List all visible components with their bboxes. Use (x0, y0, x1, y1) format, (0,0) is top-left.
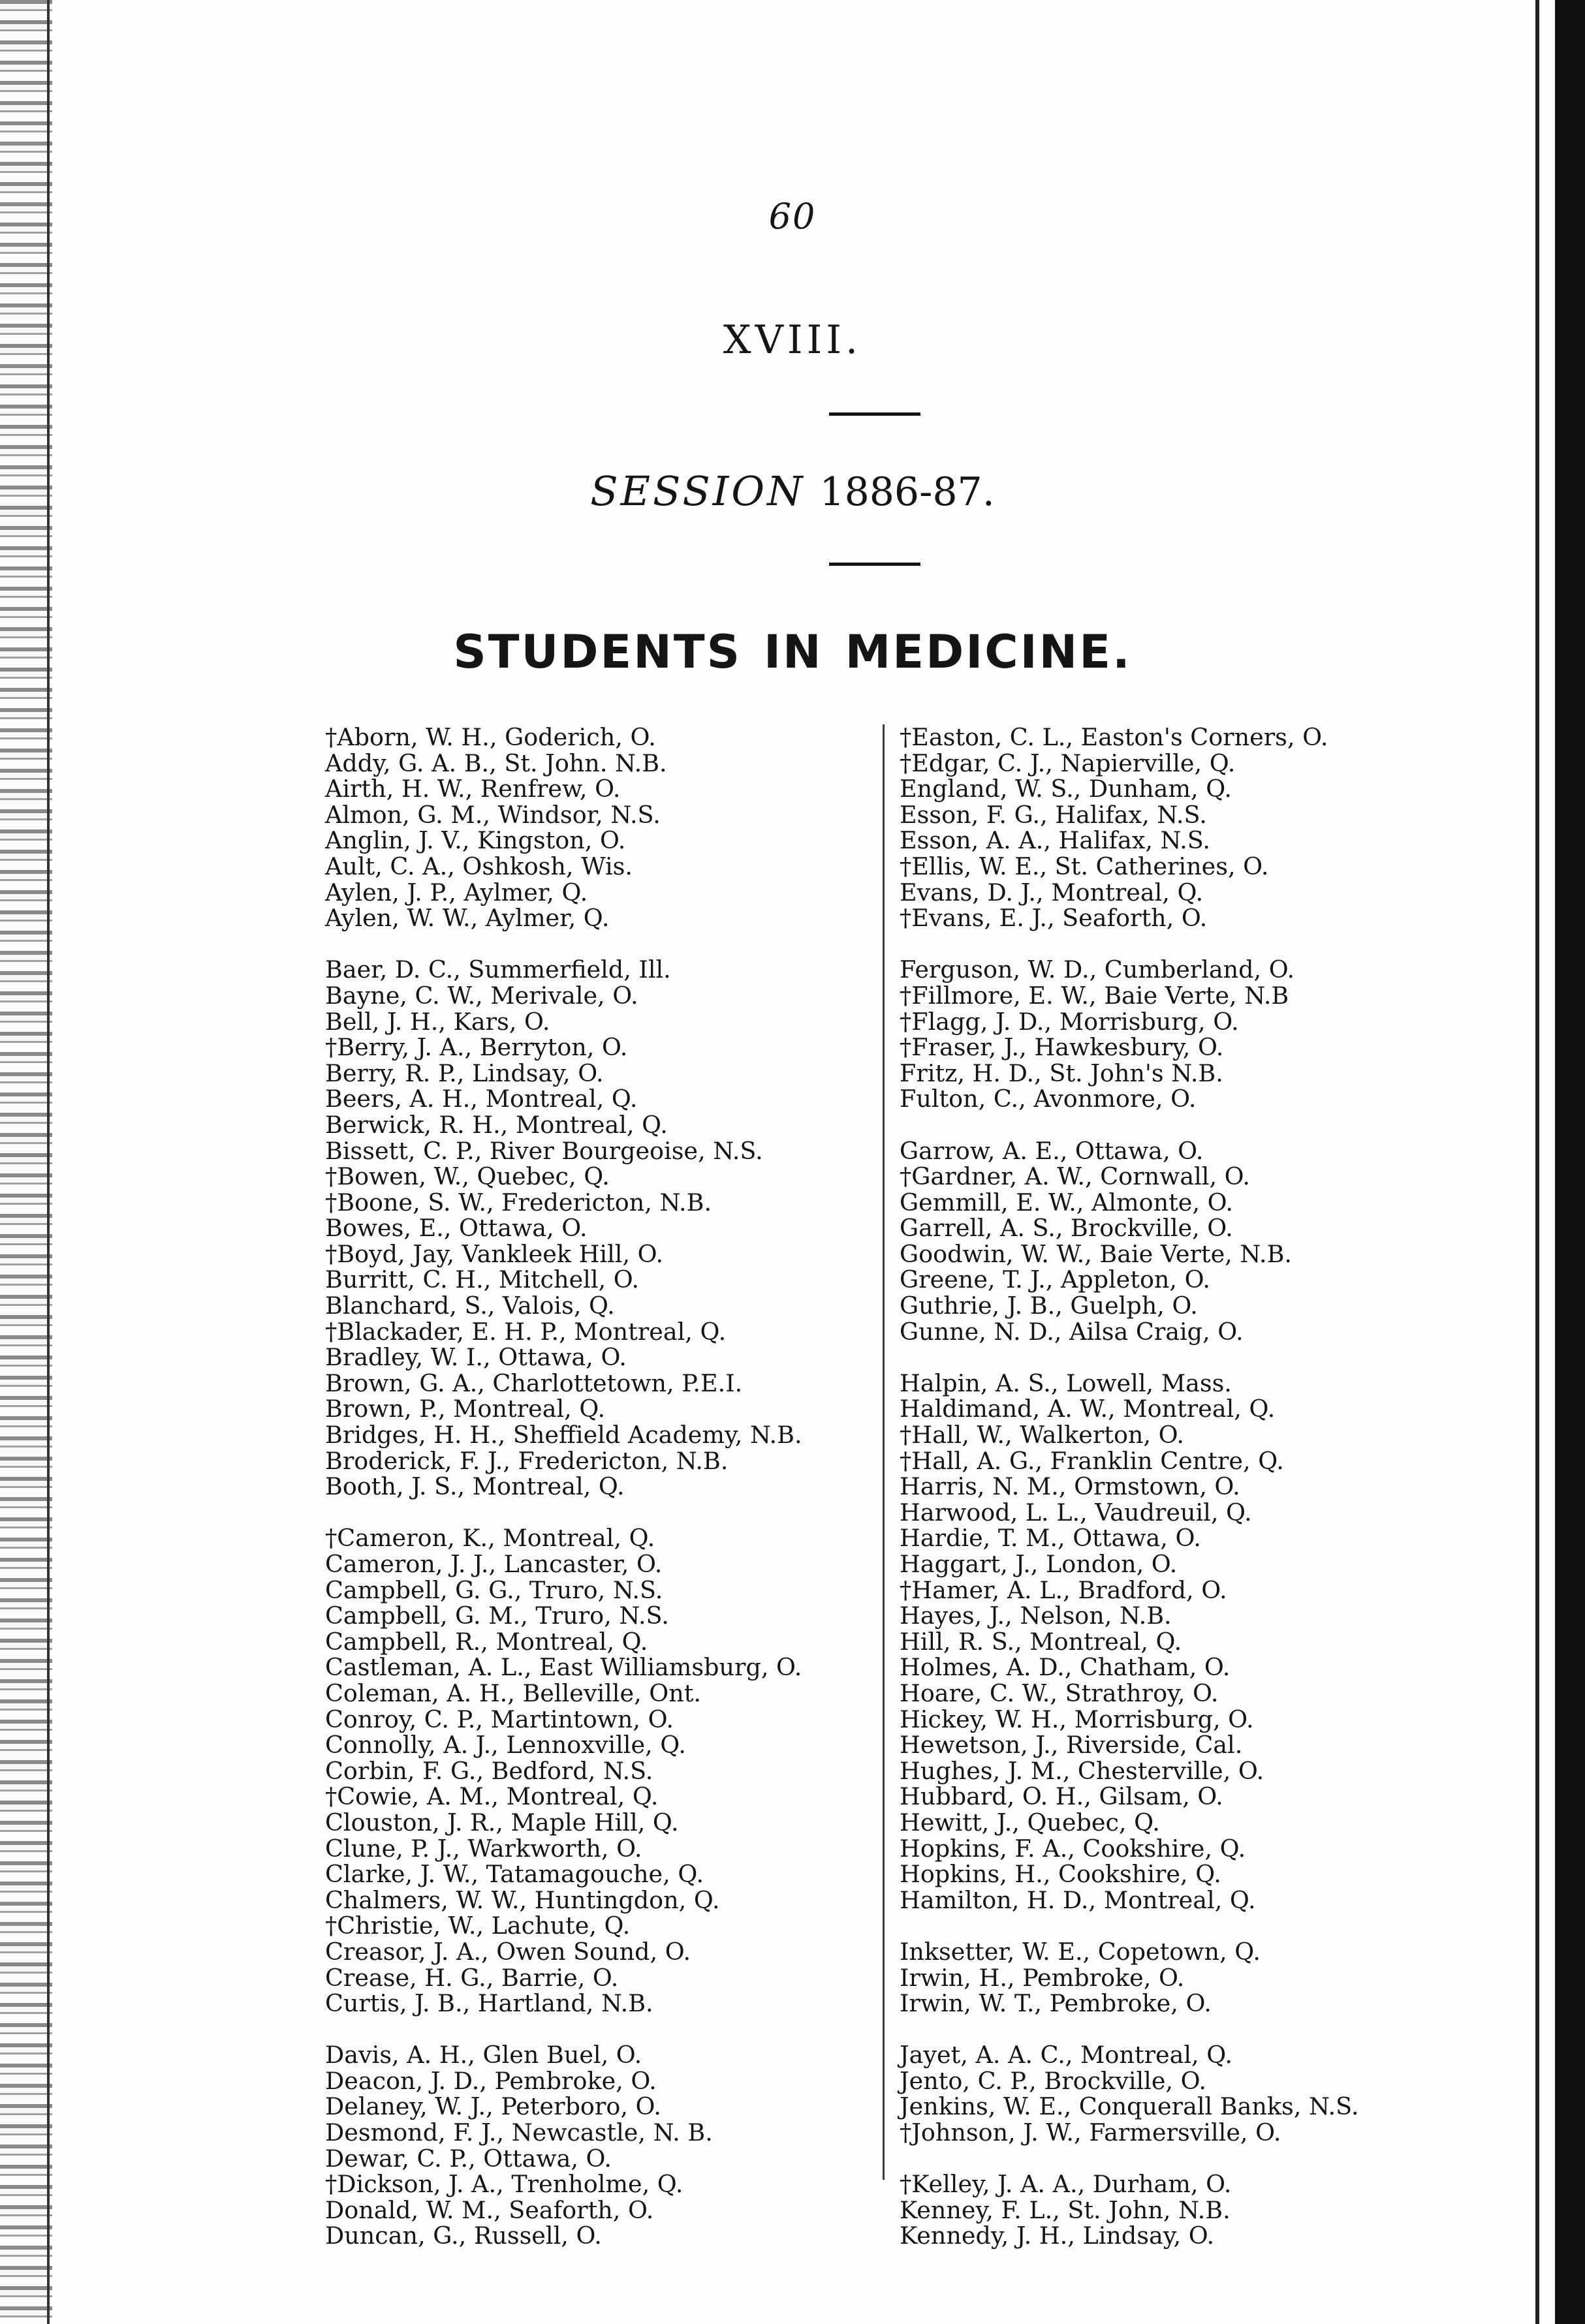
student-entry: Campbell, G. G., Truro, N.S. (325, 1575, 663, 1604)
student-entry: Booth, J. S., Montreal, Q. (325, 1472, 625, 1501)
student-entry: †Hall, A. G., Franklin Centre, Q. (900, 1446, 1284, 1475)
student-entry: Baer, D. C., Summerfield, Ill. (325, 955, 671, 984)
student-entry: Clune, P. J., Warkworth, O. (325, 1834, 642, 1863)
student-group (325, 2042, 867, 2249)
student-group (900, 2042, 1467, 2145)
student-entry: Hopkins, H., Cookshire, Q. (900, 1860, 1221, 1889)
student-entry: Bayne, C. W., Merivale, O. (325, 981, 638, 1010)
student-group (325, 724, 867, 931)
student-entry: Evans, D. J., Montreal, Q. (900, 878, 1204, 906)
student-entry: Garrow, A. E., Ottawa, O. (900, 1136, 1204, 1165)
student-entry: Broderick, F. J., Fredericton, N.B. (325, 1446, 729, 1475)
page-number: 60 (768, 196, 817, 237)
student-entry: Hoare, C. W., Strathroy, O. (900, 1679, 1219, 1707)
student-entry: Campbell, R., Montreal, Q. (325, 1627, 648, 1656)
student-entry: Hopkins, F. A., Cookshire, Q. (900, 1834, 1246, 1863)
student-entry: Brown, P., Montreal, Q. (325, 1395, 606, 1423)
student-entry: Beers, A. H., Montreal, Q. (325, 1085, 638, 1113)
student-entry: Corbin, F. G., Bedford, N.S. (325, 1756, 653, 1785)
student-entry: Bissett, C. P., River Bourgeoise, N.S. (325, 1136, 763, 1165)
student-entry: †Dickson, J. A., Trenholme, Q. (325, 2170, 683, 2199)
student-entry: †Bowen, W., Quebec, Q. (325, 1162, 610, 1191)
student-entry: Cameron, J. J., Lancaster, O. (325, 1550, 663, 1578)
student-entry: †Evans, E. J., Seaforth, O. (900, 904, 1208, 933)
student-entry: †Kelley, J. A. A., Durham, O. (900, 2170, 1232, 2199)
student-group (900, 2171, 1467, 2249)
student-list-right-column (900, 724, 1467, 2249)
student-entry: England, W. S., Dunham, Q. (900, 775, 1232, 803)
student-entry: Aylen, J. P., Aylmer, Q. (325, 878, 588, 906)
student-entry: Chalmers, W. W., Huntingdon, Q. (325, 1885, 720, 1914)
student-entry: †Ellis, W. E., St. Catherines, O. (900, 852, 1269, 880)
student-entry: Gemmill, E. W., Almonte, O. (900, 1188, 1233, 1216)
student-entry: Clouston, J. R., Maple Hill, Q. (325, 1808, 679, 1836)
student-entry: †Flagg, J. D., Morrisburg, O. (900, 1007, 1239, 1036)
student-entry: Hughes, J. M., Chesterville, O. (900, 1756, 1264, 1785)
student-group (900, 1939, 1467, 2017)
student-entry: Jayet, A. A. C., Montreal, Q. (900, 2041, 1232, 2069)
student-entry: Clarke, J. W., Tatamagouche, Q. (325, 1860, 704, 1889)
student-entry: Dewar, C. P., Ottawa, O. (325, 2144, 612, 2173)
student-entry: †Easton, C. L., Easton's Corners, O. (900, 723, 1328, 751)
student-entry: Goodwin, W. W., Baie Verte, N.B. (900, 1239, 1293, 1268)
student-entry: †Boone, S. W., Fredericton, N.B. (325, 1188, 712, 1216)
student-entry: Curtis, J. B., Hartland, N.B. (325, 1989, 653, 2018)
session-year: 1886-87. (819, 469, 995, 515)
student-entry: †Edgar, C. J., Napierville, Q. (900, 749, 1236, 777)
student-entry: Kenney, F. L., St. John, N.B. (900, 2195, 1231, 2224)
student-entry: Bowes, E., Ottawa, O. (325, 1214, 588, 1243)
student-entry: Blanchard, S., Valois, Q. (325, 1292, 615, 1320)
student-entry: Berry, R. P., Lindsay, O. (325, 1059, 604, 1087)
student-entry: Irwin, W. T., Pembroke, O. (900, 1989, 1212, 2018)
student-entry: Hayes, J., Nelson, N.B. (900, 1602, 1172, 1630)
student-entry: Inksetter, W. E., Copetown, Q. (900, 1937, 1261, 1966)
student-entry: Brown, G. A., Charlottetown, P.E.I. (325, 1369, 743, 1397)
student-entry: Crease, H. G., Barrie, O. (325, 1963, 619, 1992)
student-entry: Desmond, F. J., Newcastle, N. B. (325, 2118, 713, 2147)
student-entry: Haggart, J., London, O. (900, 1550, 1178, 1578)
student-entry: Davis, A. H., Glen Buel, O. (325, 2041, 642, 2069)
student-entry: Harris, N. M., Ormstown, O. (900, 1472, 1240, 1501)
student-entry: †Berry, J. A., Berryton, O. (325, 1033, 628, 1062)
student-group (325, 957, 867, 1499)
divider-rule-top (829, 412, 920, 416)
student-entry: †Boyd, Jay, Vankleek Hill, O. (325, 1239, 664, 1268)
student-entry: Jenkins, W. E., Conquerall Banks, N.S. (900, 2092, 1359, 2121)
student-entry: Burritt, C. H., Mitchell, O. (325, 1265, 640, 1294)
student-entry: †Aborn, W. H., Goderich, O. (325, 723, 656, 751)
heading-word-2: IN (764, 625, 823, 679)
student-entry: Hamilton, H. D., Montreal, Q. (900, 1885, 1256, 1914)
student-entry: Campbell, G. M., Truro, N.S. (325, 1602, 669, 1630)
student-entry: Conroy, C. P., Martintown, O. (325, 1705, 674, 1733)
student-entry: Gunne, N. D., Ailsa Craig, O. (900, 1317, 1244, 1346)
student-entry: †Blackader, E. H. P., Montreal, Q. (325, 1317, 727, 1346)
student-group (325, 1525, 867, 2016)
student-entry: Garrell, A. S., Brockville, O. (900, 1214, 1233, 1243)
page-heading (0, 625, 1585, 679)
student-entry: Hill, R. S., Montreal, Q. (900, 1627, 1182, 1656)
student-entry: Hardie, T. M., Ottawa, O. (900, 1524, 1201, 1553)
student-entry: †Hall, W., Walkerton, O. (900, 1421, 1185, 1449)
student-entry: Guthrie, J. B., Guelph, O. (900, 1292, 1198, 1320)
section-number: XVIII. (723, 317, 862, 363)
student-entry: Esson, A. A., Halifax, N.S. (900, 826, 1211, 855)
student-entry: Ault, C. A., Oshkosh, Wis. (325, 852, 633, 880)
student-entry: Delaney, W. J., Peterboro, O. (325, 2092, 661, 2121)
student-entry: Berwick, R. H., Montreal, Q. (325, 1110, 668, 1139)
student-group (900, 1371, 1467, 1913)
student-entry: Hickey, W. H., Morrisburg, O. (900, 1705, 1254, 1733)
column-divider (883, 724, 885, 2180)
student-entry: Airth, H. W., Renfrew, O. (325, 775, 621, 803)
student-entry: Almon, G. M., Windsor, N.S. (325, 800, 661, 829)
student-entry: Hewitt, J., Quebec, Q. (900, 1808, 1160, 1836)
student-entry: †Cowie, A. M., Montreal, Q. (325, 1782, 659, 1811)
student-entry: Coleman, A. H., Belleville, Ont. (325, 1679, 701, 1707)
student-entry: Esson, F. G., Halifax, N.S. (900, 800, 1207, 829)
student-entry: Addy, G. A. B., St. John. N.B. (325, 749, 667, 777)
student-entry: Fritz, H. D., St. John's N.B. (900, 1059, 1223, 1087)
session-label: SESSION (590, 467, 806, 515)
student-group (900, 957, 1467, 1112)
student-entry: Halpin, A. S., Lowell, Mass. (900, 1369, 1232, 1397)
student-entry: Haldimand, A. W., Montreal, Q. (900, 1395, 1276, 1423)
student-entry: †Gardner, A. W., Cornwall, O. (900, 1162, 1251, 1191)
student-entry: Bradley, W. I., Ottawa, O. (325, 1343, 627, 1372)
student-entry: Castleman, A. L., East Williamsburg, O. (325, 1653, 802, 1682)
heading-word-1: STUDENTS (453, 625, 742, 679)
student-entry: †Cameron, K., Montreal, Q. (325, 1524, 655, 1553)
student-entry: Donald, W. M., Seaforth, O. (325, 2195, 654, 2224)
student-entry: Bell, J. H., Kars, O. (325, 1007, 550, 1036)
student-entry: Hewetson, J., Riverside, Cal. (900, 1731, 1243, 1759)
student-entry: Harwood, L. L., Vaudreuil, Q. (900, 1498, 1252, 1526)
divider-rule-bottom (829, 563, 920, 566)
student-list-left-column (325, 724, 867, 2249)
student-entry: Creasor, J. A., Owen Sound, O. (325, 1937, 691, 1966)
student-entry: Deacon, J. D., Pembroke, O. (325, 2066, 657, 2095)
student-entry: Aylen, W. W., Aylmer, Q. (325, 904, 610, 933)
student-entry: Anglin, J. V., Kingston, O. (325, 826, 626, 855)
student-group (900, 724, 1467, 931)
student-entry: Duncan, G., Russell, O. (325, 2222, 602, 2250)
session-title (0, 467, 1585, 515)
student-entry: Bridges, H. H., Sheffield Academy, N.B. (325, 1421, 802, 1449)
student-entry: Hubbard, O. H., Gilsam, O. (900, 1782, 1223, 1811)
student-entry: Greene, T. J., Appleton, O. (900, 1265, 1211, 1294)
student-entry: Jento, C. P., Brockville, O. (900, 2066, 1207, 2095)
student-entry: Irwin, H., Pembroke, O. (900, 1963, 1185, 1992)
student-entry: †Fraser, J., Hawkesbury, O. (900, 1033, 1224, 1062)
heading-word-3: MEDICINE. (845, 625, 1132, 679)
student-entry: Connolly, A. J., Lennoxville, Q. (325, 1731, 686, 1759)
student-entry: Ferguson, W. D., Cumberland, O. (900, 955, 1295, 984)
student-entry: Holmes, A. D., Chatham, O. (900, 1653, 1231, 1682)
student-entry: †Johnson, J. W., Farmersville, O. (900, 2118, 1281, 2147)
student-entry: Kennedy, J. H., Lindsay, O. (900, 2222, 1215, 2250)
student-entry: †Hamer, A. L., Bradford, O. (900, 1575, 1227, 1604)
student-group (900, 1138, 1467, 1345)
student-entry: †Christie, W., Lachute, Q. (325, 1912, 631, 1940)
student-entry: Fulton, C., Avonmore, O. (900, 1085, 1197, 1113)
student-entry: †Fillmore, E. W., Baie Verte, N.B (900, 981, 1289, 1010)
